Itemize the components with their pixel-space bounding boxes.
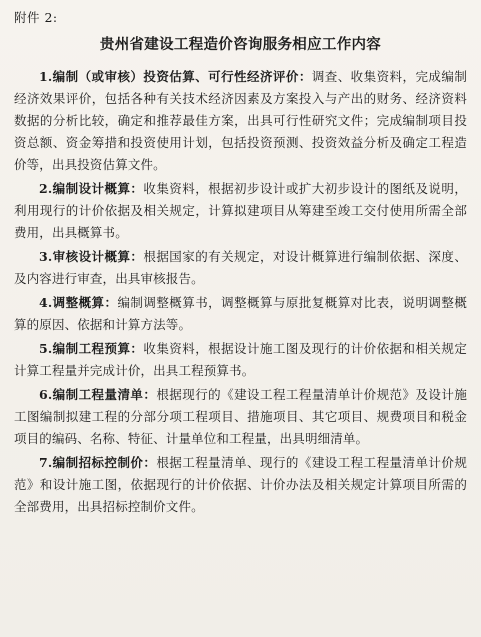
section-7-heading: 7.编制招标控制价： <box>39 455 157 470</box>
section-4 <box>14 292 467 336</box>
section-2 <box>14 178 467 244</box>
section-7-body: 根据工程量清单、现行的《建设工程工程量清单计价规范》和设计施工图，依据现行的计价依据、计价办法及相关规定计算项目所需的全部费用，出具招标控制价文件。 <box>14 455 467 514</box>
section-5-body: 收集资料，根据设计施工图及现行的计价依据和相关规定计算工程量并完成计价，出具工程预算书。 <box>14 341 467 378</box>
section-4-heading: 4.调整概算： <box>39 295 118 310</box>
section-3-heading: 3.审核设计概算： <box>39 249 144 264</box>
document-title: 贵州省建设工程造价咨询服务相应工作内容 <box>99 36 382 53</box>
section-6-heading: 6.编制工程量清单： <box>39 387 157 402</box>
section-1-heading: 1.编制（或审核）投资估算、可行性经济评价： <box>39 69 312 84</box>
section-1 <box>14 66 467 176</box>
section-7 <box>14 452 467 518</box>
section-3-body: 根据国家的有关规定，对设计概算进行编制依据、深度、及内容进行审查，出具审核报告。 <box>14 249 467 286</box>
section-2-body: 收集资料，根据初步设计或扩大初步设计的图纸及说明，利用现行的计价依据及相关规定，计算拟建项目从筹建至竣工交付使用所需全部费用，出具概算书。 <box>14 181 467 240</box>
section-4-body: 编制调整概算书，调整概算与原批复概算对比表，说明调整概算的原因、依据和计算方法等。 <box>14 295 467 332</box>
section-5-heading: 5.编制工程预算： <box>39 341 144 356</box>
section-1-body: 调查、收集资料，完成编制经济效果评价，包括各种有关技术经济因素及方案投入与产出的财务、经济资料数据的分析比较，确定和推荐最佳方案，出具可行性研究文件；完成编制项目投资总额、资金筹措和投资使用计划，包括投资预测、投资效益分析及确定工程造价等，出具投资估算文件。 <box>14 69 467 172</box>
section-6 <box>14 384 467 450</box>
section-2-heading: 2.编制设计概算： <box>39 181 144 196</box>
attachment-label: 附件 2: <box>14 10 58 25</box>
section-5 <box>14 338 467 382</box>
section-3 <box>14 246 467 290</box>
section-6-body: 根据现行的《建设工程工程量清单计价规范》及设计施工图编制拟建工程的分部分项工程项目、措施项目、其它项目、规费项目和税金项目的编码、名称、特征、计量单位和工程量，出具明细清单。 <box>14 387 467 446</box>
